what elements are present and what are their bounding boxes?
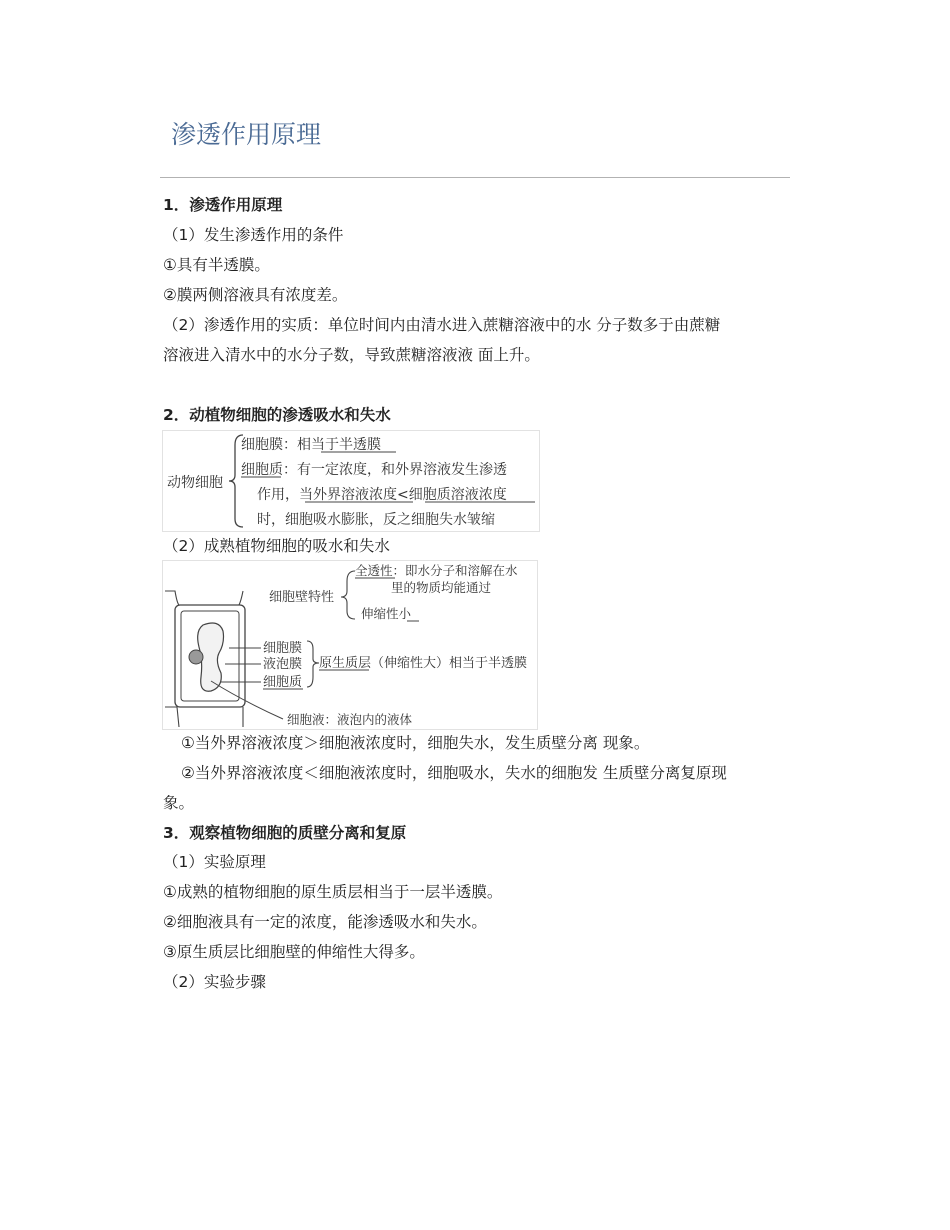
- title-divider: [160, 177, 790, 178]
- cell-sap-label: 细胞液：液泡内的液体: [287, 712, 413, 727]
- animal-cell-label: 动物细胞: [167, 475, 223, 491]
- section-1-paragraph: 溶液进入清水中的水分子数，导致蔗糖溶液液 面上升。: [163, 346, 540, 364]
- section-2-subheading: （2）成熟植物细胞的吸水和失水: [163, 537, 390, 555]
- section-2-paragraph: 象。: [163, 794, 195, 812]
- section-2-paragraph: ①当外界溶液浓度＞细胞液浓度时，细胞失水，发生质壁分离 现象。: [181, 734, 650, 752]
- cytoplasm-row: 作用，当外界溶液浓度<细胞质溶液浓度: [257, 487, 507, 503]
- page-title: 渗透作用原理: [171, 120, 322, 149]
- full-permeability-line: 全透性：即水分子和溶解在水: [355, 563, 518, 578]
- plant-cell-diagram: [162, 560, 538, 730]
- section-3-heading: 3．观察植物细胞的质壁分离和复原: [163, 824, 407, 842]
- nucleus-icon: [189, 650, 203, 664]
- brace: [341, 571, 355, 619]
- section-2-paragraph: ②当外界溶液浓度＜细胞液浓度时，细胞吸水，失水的细胞发 生质壁分离复原现: [181, 764, 727, 782]
- section-3-paragraph: ①成熟的植物细胞的原生质层相当于一层半透膜。: [163, 883, 503, 901]
- section-3-paragraph: ③原生质层比细胞壁的伸缩性大得多。: [163, 943, 425, 961]
- brace: [307, 641, 319, 687]
- cytoplasm-row: 细胞质：有一定浓度，和外界溶液发生渗透: [241, 462, 507, 478]
- section-1-heading: 1．渗透作用原理: [163, 196, 283, 214]
- full-permeability-line: 里的物质均能通过: [391, 580, 492, 595]
- cell-membrane-label: 细胞膜: [263, 641, 303, 656]
- cytoplasm-row: 时，细胞吸水膨胀，反之细胞失水皱缩: [257, 512, 495, 528]
- section-3-paragraph: （2）实验步骤: [163, 973, 266, 991]
- neighbor-cell-wall: [165, 591, 243, 605]
- neighbor-cell-wall: [165, 707, 179, 727]
- section-1-paragraph: （2）渗透作用的实质：单位时间内由清水进入蔗糖溶液中的水 分子数多于由蔗糖: [163, 316, 721, 334]
- section-1-paragraph: （1）发生渗透作用的条件: [163, 226, 344, 244]
- low-elasticity-label: 伸缩性小: [361, 606, 412, 621]
- section-3-paragraph: （1）实验原理: [163, 853, 266, 871]
- section-1-paragraph: ②膜两侧溶液具有浓度差。: [163, 286, 348, 304]
- section-3-paragraph: ②细胞液具有一定的浓度，能渗透吸水和失水。: [163, 913, 487, 931]
- animal-cell-diagram: [162, 430, 540, 532]
- section-1-paragraph: ①具有半透膜。: [163, 256, 270, 274]
- cell-membrane-row: 细胞膜：相当于半透膜: [241, 437, 381, 453]
- protoplast-layer-label: 原生质层（伸缩性大）相当于半透膜: [319, 656, 528, 671]
- cytoplasm-label: 细胞质: [263, 675, 303, 690]
- cell-wall-label: 细胞壁特性: [269, 590, 335, 605]
- tonoplast-label: 液泡膜: [263, 657, 303, 672]
- section-2-heading: 2．动植物细胞的渗透吸水和失水: [163, 406, 391, 424]
